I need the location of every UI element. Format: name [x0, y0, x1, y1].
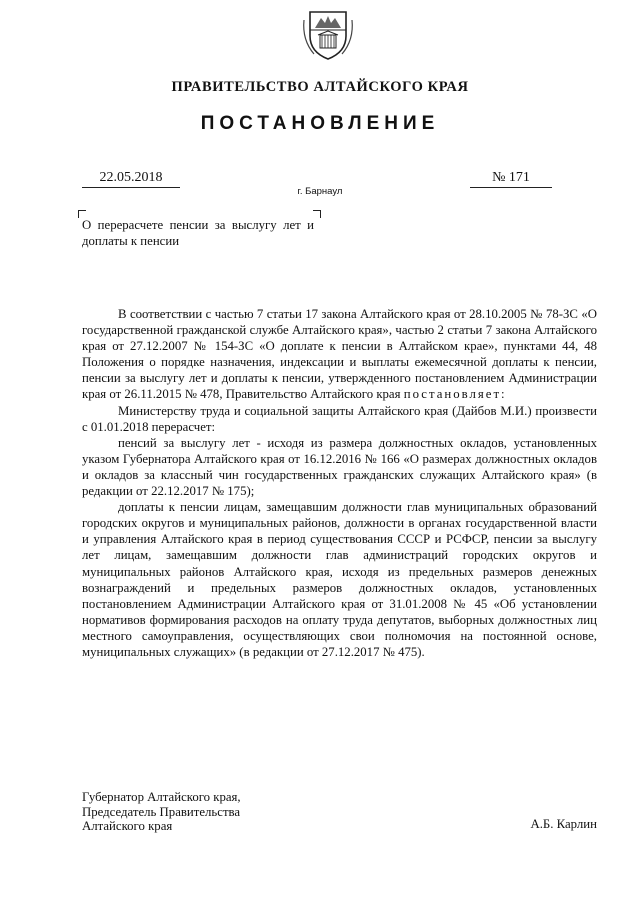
document-date: 22.05.2018 [82, 170, 180, 188]
body-paragraph-3: пенсий за выслугу лет - исходя из размера должностных окладов, установленных указом Губернатора Алтайского края от 16.12.2016 № 166 «О размерах должностных окладов и окладов за классный чин государственных гражданских служащих Алтайского края» (в редакции от 22.12.2017 № 175); [82, 435, 597, 499]
signature-title-line-3: Алтайского края [82, 819, 173, 833]
signature-title-line-1: Губернатор Алтайского края, [82, 790, 241, 804]
signature-title-line-2: Председатель Правительства [82, 804, 241, 819]
resolution-keyword: постановляет: [403, 387, 507, 402]
coat-of-arms-emblem [300, 6, 356, 62]
document-body [82, 306, 597, 660]
document-subject: О перерасчете пенсии за выслугу лет и доплаты к пенсии [82, 218, 314, 248]
signatory-name: А.Б. Карлин [530, 817, 597, 831]
body-paragraph-1-text: В соответствии с частью 7 статьи 17 закона Алтайского края от 28.10.2005 № 78-ЗС «О государственной гражданской службе Алтайского края», частью 2 статьи 7 закона Алтайского края от 27.12.2007 № 154-ЗС «О доплате к пенсии в Алтайском крае», пунктами 44, 48 Положения о порядке назначения, индексации и выплаты ежемесячной доплаты к пенсии, пенсии за выслугу лет и доплаты к пенсии, утвержденного постановлением Администрации края от 26.11.2015 № 478, Правительство Алтайского края [82, 307, 597, 402]
document-city: г. Барнаул [297, 186, 343, 197]
government-title: ПРАВИТЕЛЬСТВО АЛТАЙСКОГО КРАЯ [171, 79, 469, 95]
body-paragraph-4: доплаты к пенсии лицам, замещавшим должности глав муниципальных образований городских округов и муниципальных районов, должности в органах государственной власти и управления Алтайского края в период существования СССР и РСФСР, пенсии за выслугу лет лицам, замещавшим должности глав администраций городских округов и муниципальных районов Алтайского края, исходя из предельных размеров денежных вознаграждений и предельных размеров должностных окладов, установленных постановлением Администрации Алтайского края от 31.01.2008 № 45 «Об установлении нормативов формирования расходов на оплату труда депутатов, выборных должностных лиц местного самоуправления, осуществляющих свои полномочия на постоянной основе, муниципальных служащих» (в редакции от 27.12.2017 № 475). [82, 500, 597, 659]
signature-block [82, 790, 241, 834]
document-number: № 171 [470, 170, 552, 188]
document-type-title: ПОСТАНОВЛЕНИЕ [200, 113, 440, 134]
body-paragraph-2: Министерству труда и социальной защиты Алтайского края (Дайбов М.И.) произвести с 01.01.2018 перерасчет: [82, 403, 597, 434]
subject-bracket-right [313, 210, 321, 218]
body-paragraph-1 [82, 306, 597, 403]
